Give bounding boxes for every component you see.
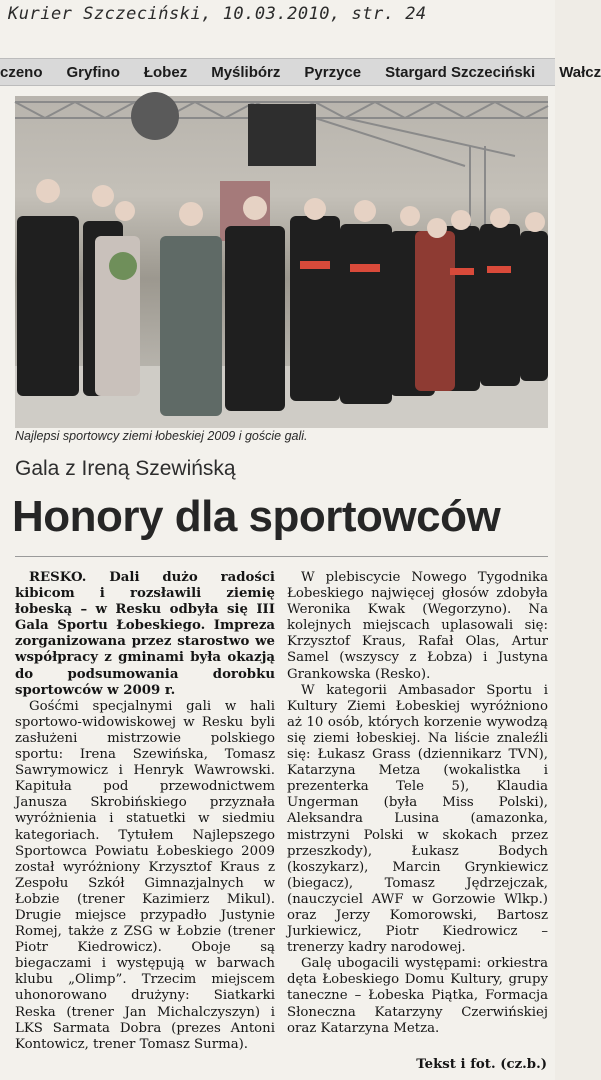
article-paragraph: Galę ubogacili występami: orkiestra dęta Łobeskiego Domu Kultury, grupy taneczne – Łobeska Piątka, Formacja Słoneczna Katarzyny Czerwińskiej oraz Katarzyna Metza. xyxy=(287,956,548,1036)
flowers xyxy=(109,252,137,280)
article-paragraph: W plebiscycie Nowego Tygodnika Łobeskiego najwięcej głosów zdobyła Weronika Kwak (Wegorzyno). Na kolejnych miejscach uplasowali się: Krzysztof Kraus, Rafał Olas, Artur Samel (wszyscy z Łobza) i Justyna Grankowska (Resko). xyxy=(287,570,548,682)
people xyxy=(17,179,548,416)
region-bar xyxy=(0,58,601,86)
region-name: czeno xyxy=(0,63,43,81)
region-name: Wałcz xyxy=(559,63,601,81)
article-column-left xyxy=(15,570,275,1053)
handwritten-source-note: Kurier Szczeciński, 10.03.2010, str. 24 xyxy=(8,4,427,24)
region-name: Myślibórz xyxy=(211,63,281,81)
article-lead xyxy=(15,570,275,699)
article-headline: Honory dla sportowców xyxy=(12,492,501,541)
emblem xyxy=(131,92,179,140)
group-photo-illustration xyxy=(15,96,548,428)
photo-caption: Najlepsi sportowcy ziemi łobeskiej 2009 i goście gali. xyxy=(15,429,308,443)
region-name: Stargard Szczeciński xyxy=(385,63,536,81)
article-kicker: Gala z Ireną Szewińską xyxy=(15,457,236,480)
region-name: Pyrzyce xyxy=(304,63,362,81)
article-paragraph: W kategorii Ambasador Sportu i Kultury Ziemi Łobeskiej wyróżniono aż 10 osób, których korzenie wywodzą się ziemi łobeskiej. Na liście znaleźli się: Łukasz Grass (dziennikarz TVN), Katarzyna Metza (wokalistka i prezenterka Tele 5), Klaudia Ungerman (była Miss Polski), Aleksandra Lusina (amazonka, mistrzyni Polski w skokach przez przeszkody), Łukasz Bodych (koszykarz), Marcin Grynkiewicz (biegacz), Tomasz Jędrzejczak, (nauczyciel AWF w Gorzowie Wlkp.) oraz Jerzy Komorowski, Bartosz Jurkiewicz, Piotr Kiedrowicz – trenerzy kadry narodowej. xyxy=(287,682,548,956)
region-name: Gryfino xyxy=(66,63,120,81)
divider xyxy=(15,556,548,557)
article-column-right xyxy=(287,570,548,1037)
region-name: Łobez xyxy=(143,63,188,81)
lead-text: RESKO. Dali dużo radości kibicom i rozsławili ziemię łobeską – w Resku odbyła się III Gala Sportu Łobeskiego. Impreza zorganizowana przez starostwo we współpracy z gminami była okazją do podsumowania dorobku sportowców w 2009 r. xyxy=(15,570,275,698)
author-signature: Tekst i fot. (cz.b.) xyxy=(416,1057,547,1072)
article-paragraph: Gośćmi specjalnymi gali w hali sportowo-widowiskowej w Resku byli zasłużeni mistrzowie polskiego sportu: Irena Szewińska, Tomasz Sawrymowicz i Henryk Wawrowski. Kapituła pod przewodnictwem Janusza Skrobińskiego przyznała wyróżnienia i statuetki w siedmiu kategoriach. Tytułem Najlepszego Sportowca Powiatu Łobeskiego 2009 został wyróżniony Krzysztof Kraus z Zespołu Szkół Gimnazjalnych w Łobzie (trener Kazimierz Mikul). Drugie miejsce przypadło Justynie Romej, także z ZSG w Łobzie (trener Piotr Kiedrowicz). Oboje są biegaczami i występują w barwach klubu „Olimp”. Trzecim miejscem uhonorowano drużyny: Siatkarki Reska (trener Jan Michalczyszyn) i LKS Sarmata Dobra (prezes Antoni Kontowicz, trener Tomasz Surma). xyxy=(15,698,275,1052)
group-photo xyxy=(15,96,548,428)
screen xyxy=(248,104,316,166)
